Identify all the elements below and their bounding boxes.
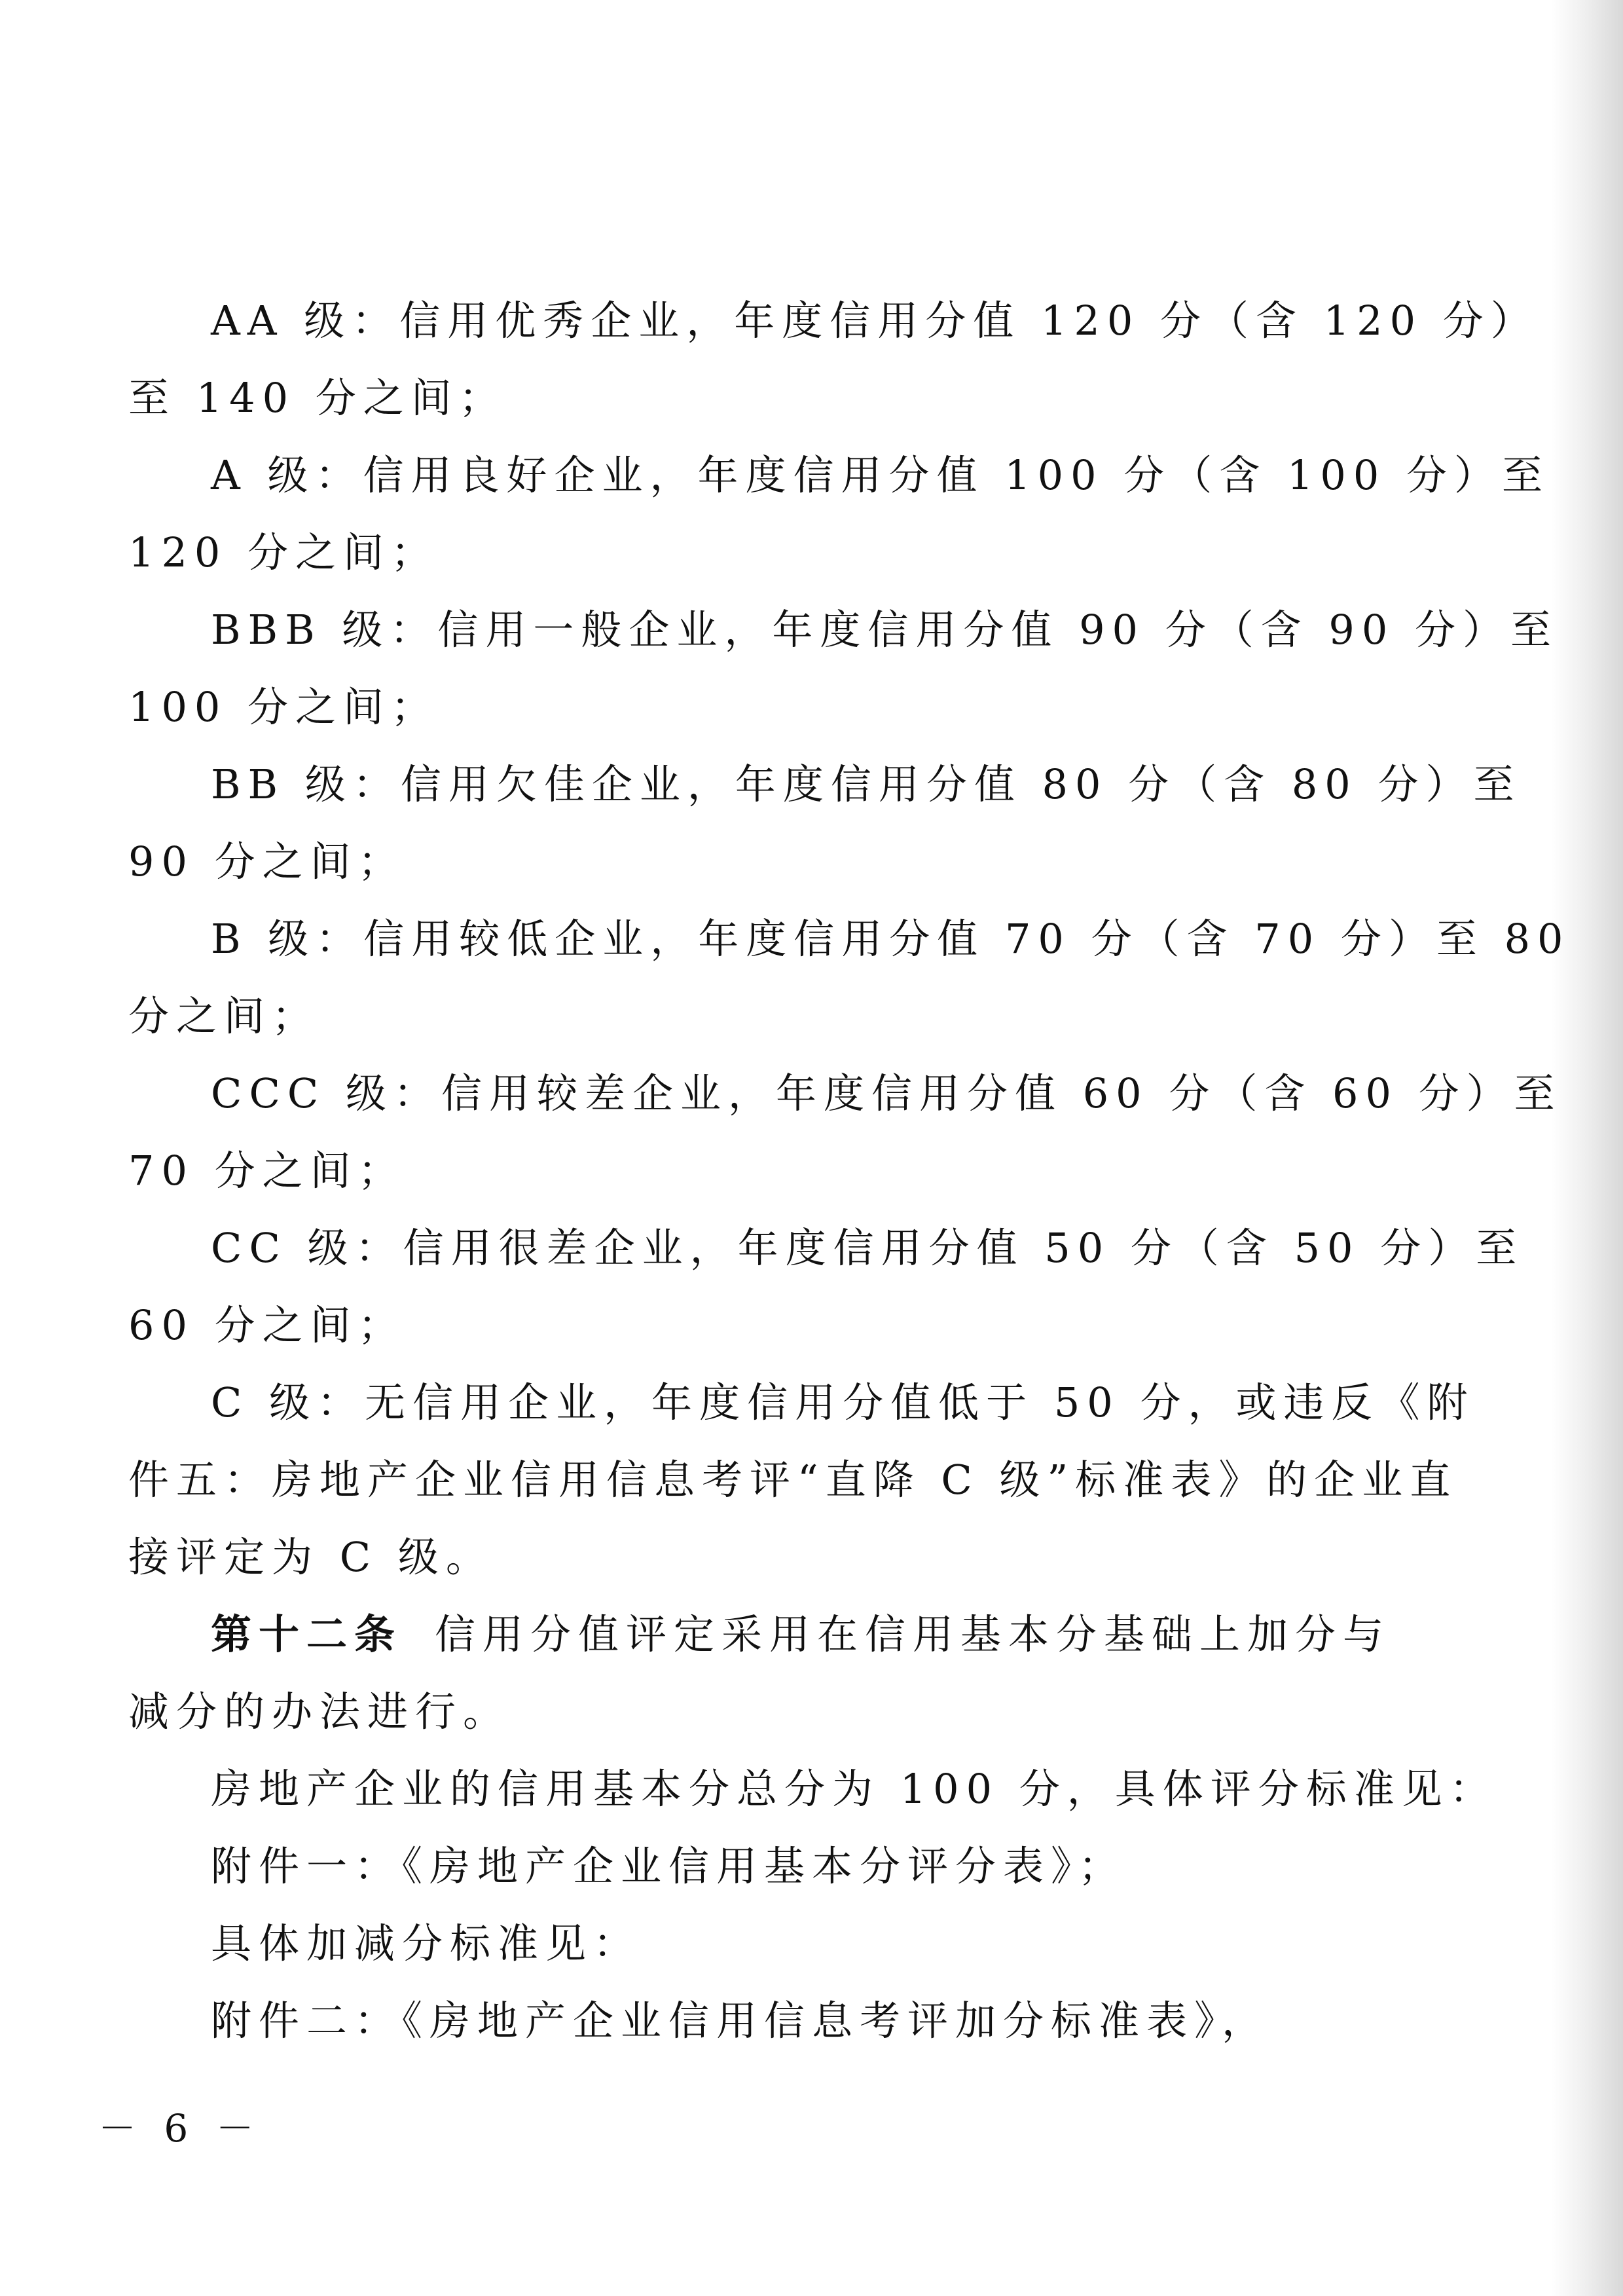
grade-a-line-2: 120 分之间； (128, 528, 439, 576)
annex-2-line: 附件二：《房地产企业信用信息考评加分标准表》， (211, 1997, 1270, 2045)
grade-bbb-line-2: 100 分之间； (128, 683, 439, 731)
grade-ccc-line-2: 70 分之间； (128, 1147, 406, 1194)
grade-aa-line-2: 至 140 分之间； (128, 374, 507, 422)
grade-b-line-2: 分之间； (128, 992, 320, 1040)
grade-bbb-line-1: BBB 级：信用一般企业，年度信用分值 90 分（含 90 分）至 (211, 606, 1559, 654)
article-12-heading: 第十二条 (211, 1610, 403, 1658)
page-number: － 6 － (98, 2106, 262, 2151)
article-12-line-2: 减分的办法进行。 (128, 1688, 511, 1735)
annex-1-line: 附件一：《房地产企业信用基本分评分表》； (211, 1842, 1127, 1890)
grade-aa-line-1: AA 级：信用优秀企业，年度信用分值 120 分（含 120 分） (211, 297, 1539, 344)
grade-cc-line-1: CC 级：信用很差企业，年度信用分值 50 分（含 50 分）至 (211, 1224, 1524, 1272)
grade-a-line-1: A 级：信用良好企业，年度信用分值 100 分（含 100 分）至 (211, 451, 1550, 499)
grade-b-line-1: B 级：信用较低企业，年度信用分值 70 分（含 70 分）至 80 (211, 915, 1571, 963)
article-12-line-1 (211, 1595, 1391, 1674)
basic-score-line: 房地产企业的信用基本分总分为 100 分，具体评分标准见： (211, 1765, 1497, 1813)
adjust-intro-line: 具体加减分标准见： (211, 1919, 642, 1967)
article-12-text: 信用分值评定采用在信用基本分基础上加分与 (435, 1610, 1391, 1658)
grade-bb-line-1: BB 级：信用欠佳企业，年度信用分值 80 分（含 80 分）至 (211, 760, 1522, 808)
grade-cc-line-2: 60 分之间； (128, 1301, 406, 1349)
grade-ccc-line-1: CCC 级：信用较差企业，年度信用分值 60 分（含 60 分）至 (211, 1069, 1562, 1117)
grade-c-line-1: C 级：无信用企业，年度信用分值低于 50 分，或违反《附 (211, 1379, 1475, 1426)
grade-c-line-2: 件五：房地产企业信用信息考评“直降 C 级”标准表》的企业直 (128, 1456, 1458, 1504)
grade-c-line-3: 接评定为 C 级。 (128, 1533, 494, 1581)
grade-bb-line-2: 90 分之间； (128, 838, 406, 885)
